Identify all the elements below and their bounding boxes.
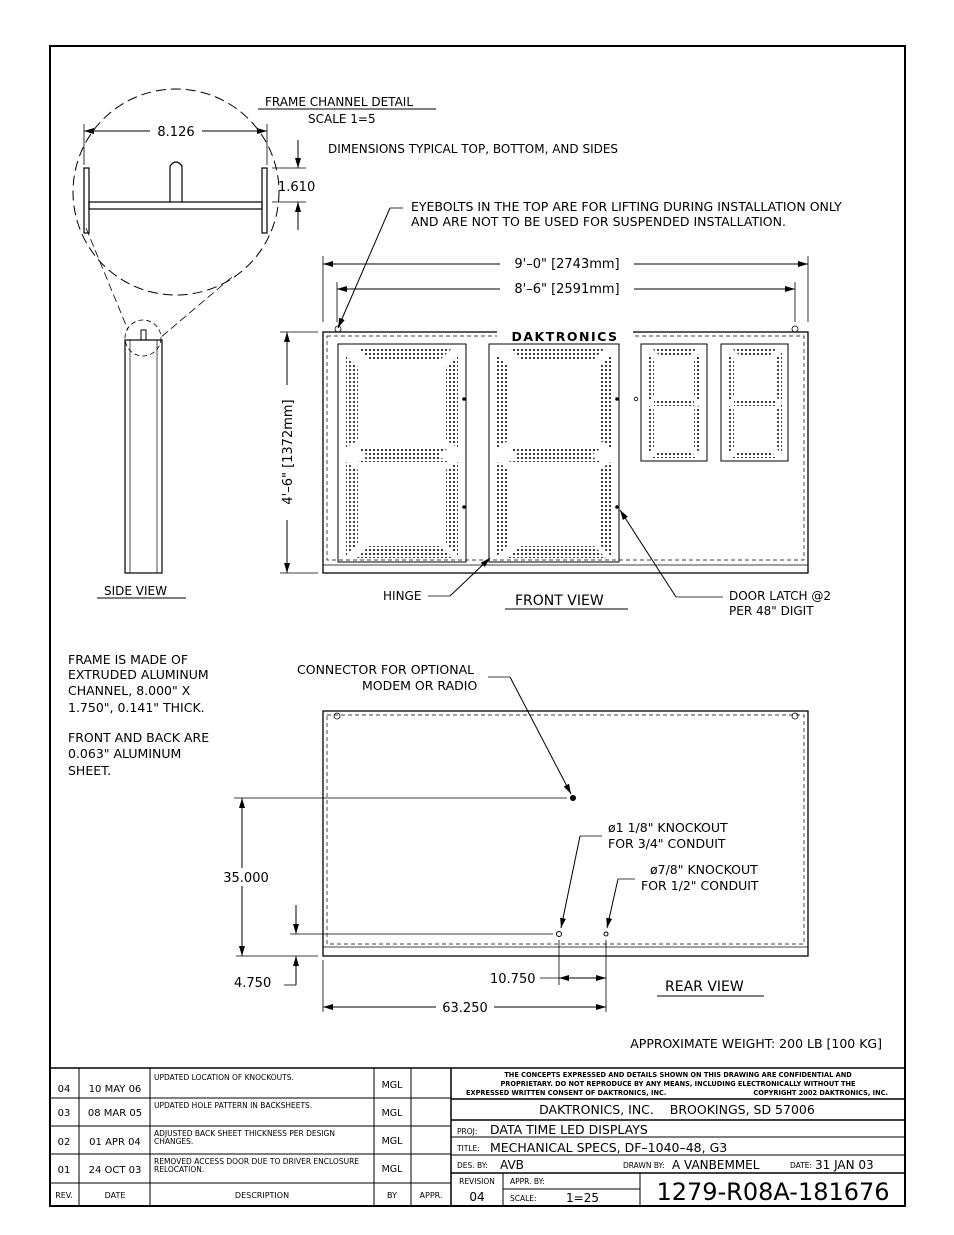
knockout-1-1-8	[557, 932, 562, 937]
rev-cell: 02	[57, 1137, 71, 1148]
header-description: DESCRIPTION	[234, 1191, 290, 1200]
digit-panel-4	[721, 344, 788, 461]
connector-note-line2: MODEM OR RADIO	[362, 678, 478, 693]
front-view	[277, 255, 831, 618]
project-name: DATA TIME LED DISPLAYS	[490, 1122, 648, 1137]
connector-note-line1: CONNECTOR FOR OPTIONAL	[297, 662, 475, 677]
dim-4750: 4.750	[234, 976, 272, 991]
approximate-weight: APPROXIMATE WEIGHT: 200 LB [100 KG]	[630, 1036, 882, 1051]
sheet-note-line: SHEET.	[68, 763, 112, 778]
sheet-note-line: FRONT AND BACK ARE	[68, 730, 210, 745]
by-cell: MGL	[381, 1136, 403, 1147]
header-rev: REV.	[55, 1191, 73, 1200]
dim-10750: 10.750	[490, 972, 536, 987]
confidential-line2: PROPRIETARY. DO NOT REPRODUCE BY ANY MEANS, INCLUDING ELECTRONICALLY WITHOUT THE	[500, 1080, 856, 1088]
by-cell: MGL	[381, 1080, 403, 1091]
frame-note-line: FRAME IS MADE OF	[68, 652, 189, 667]
revision-number: 04	[469, 1190, 485, 1204]
frame-detail-scale: SCALE 1=5	[308, 112, 376, 126]
eyebolt-note-line1: EYEBOLTS IN THE TOP ARE FOR LIFTING DURING INSTALLATION ONLY	[411, 199, 842, 214]
frame-note-line: EXTRUDED ALUMINUM	[68, 667, 209, 682]
dim-63250: 63.250	[442, 1001, 488, 1016]
rev-cell: 03	[57, 1108, 71, 1119]
desc-cell-wrapped: REMOVED ACCESS DOOR DUE TO DRIVER ENCLOSURE RELOCATION.	[154, 1157, 360, 1174]
sheet-note-line: 0.063" ALUMINUM	[68, 746, 182, 761]
frame-depth-dim: 1.610	[278, 180, 316, 195]
date-cell: 01 APR 04	[89, 1137, 141, 1148]
door-latch-line1: DOOR LATCH @2	[729, 589, 831, 603]
confidential-line3: EXPRESSED WRITTEN CONSENT OF DAKTRONICS, INC.	[466, 1089, 667, 1097]
by-cell: MGL	[381, 1164, 403, 1175]
sign-cabinet-rear	[323, 711, 808, 956]
digit-panel-1	[338, 344, 466, 562]
frame-detail-title: FRAME CHANNEL DETAIL	[265, 95, 414, 109]
rear-view	[218, 662, 808, 1016]
copyright: COPYRIGHT 2002 DAKTRONICS, INC.	[753, 1089, 888, 1097]
rear-view-label: REAR VIEW	[665, 979, 744, 995]
inner-width-dim: 8'–6" [2591mm]	[514, 282, 620, 297]
date-label: DATE:	[790, 1161, 813, 1170]
designer: AVB	[500, 1158, 524, 1172]
overall-width-dim: 9'–0" [2743mm]	[514, 257, 620, 272]
proj-label: PROJ:	[457, 1127, 478, 1136]
header-appr: APPR.	[419, 1191, 443, 1200]
header-by: BY	[387, 1191, 397, 1200]
height-dim: 4'–6" [1372mm]	[281, 399, 296, 505]
door-latch-line2: PER 48" DIGIT	[729, 604, 814, 618]
desc-cell-wrapped: ADJUSTED BACK SHEET THICKNESS PER DESIGN CHANGES.	[154, 1129, 335, 1146]
brand-logo: DAKTRONICS	[511, 329, 619, 344]
frame-note-line: 1.750", 0.141" THICK.	[68, 700, 205, 715]
material-notes	[68, 652, 209, 778]
frame-note-line: CHANNEL, 8.000" X	[68, 683, 191, 698]
rev-cell: 04	[57, 1084, 71, 1095]
knockout-7-8	[604, 932, 608, 936]
drawn-label: DRAWN BY:	[623, 1161, 665, 1170]
digit-panel-3	[641, 344, 707, 461]
drawing-date: 31 JAN 03	[815, 1158, 874, 1172]
title-block	[451, 1071, 905, 1206]
knockout1-line2: FOR 3/4" CONDUIT	[608, 836, 726, 851]
connector-hole	[570, 795, 576, 801]
hinge-label: HINGE	[383, 589, 422, 603]
desc-cell: UPDATED HOLE PATTERN IN BACKSHEETS.	[154, 1101, 313, 1110]
dim-35: 35.000	[223, 871, 269, 886]
header-date: DATE	[104, 1191, 126, 1200]
scale-label: SCALE:	[510, 1194, 537, 1203]
date-cell: 10 MAY 06	[88, 1084, 142, 1095]
date-cell: 24 OCT 03	[88, 1165, 142, 1176]
side-view	[97, 330, 186, 598]
knockout1-line1: ø1 1/8" KNOCKOUT	[608, 820, 728, 835]
confidential-line1: THE CONCEPTS EXPRESSED AND DETAILS SHOWN ON THIS DRAWING ARE CONFIDENTIAL AND	[504, 1071, 852, 1079]
digit-panel-2	[489, 344, 638, 562]
date-cell: 08 MAR 05	[87, 1108, 143, 1119]
drawing-title: MECHANICAL SPECS, DF–1040–48, G3	[490, 1140, 728, 1155]
drawing-scale: 1=25	[566, 1191, 599, 1205]
knockout2-line1: ø7/8" KNOCKOUT	[650, 862, 758, 877]
title-label: TITLE:	[457, 1144, 480, 1153]
appr-by-label: APPR. BY:	[510, 1177, 545, 1186]
front-view-label: FRONT VIEW	[515, 593, 604, 609]
drafter: A VANBEMMEL	[672, 1158, 760, 1172]
knockout2-line2: FOR 1/2" CONDUIT	[641, 878, 759, 893]
eyebolt-note-line2: AND ARE NOT TO BE USED FOR SUSPENDED INSTALLATION.	[411, 214, 786, 229]
by-cell: MGL	[381, 1108, 403, 1119]
drawing-number: 1279-R08A-181676	[656, 1178, 890, 1206]
company-address: DAKTRONICS, INC. BROOKINGS, SD 57006	[539, 1102, 815, 1117]
revision-label: REVISION	[459, 1177, 495, 1186]
des-label: DES. BY:	[457, 1161, 488, 1170]
rev-cell: 01	[57, 1165, 71, 1176]
frame-width-dim: 8.126	[157, 125, 195, 140]
side-view-label: SIDE VIEW	[104, 584, 167, 598]
frame-typical-note: DIMENSIONS TYPICAL TOP, BOTTOM, AND SIDES	[328, 142, 619, 156]
desc-cell: UPDATED LOCATION OF KNOCKOUTS.	[154, 1073, 294, 1082]
